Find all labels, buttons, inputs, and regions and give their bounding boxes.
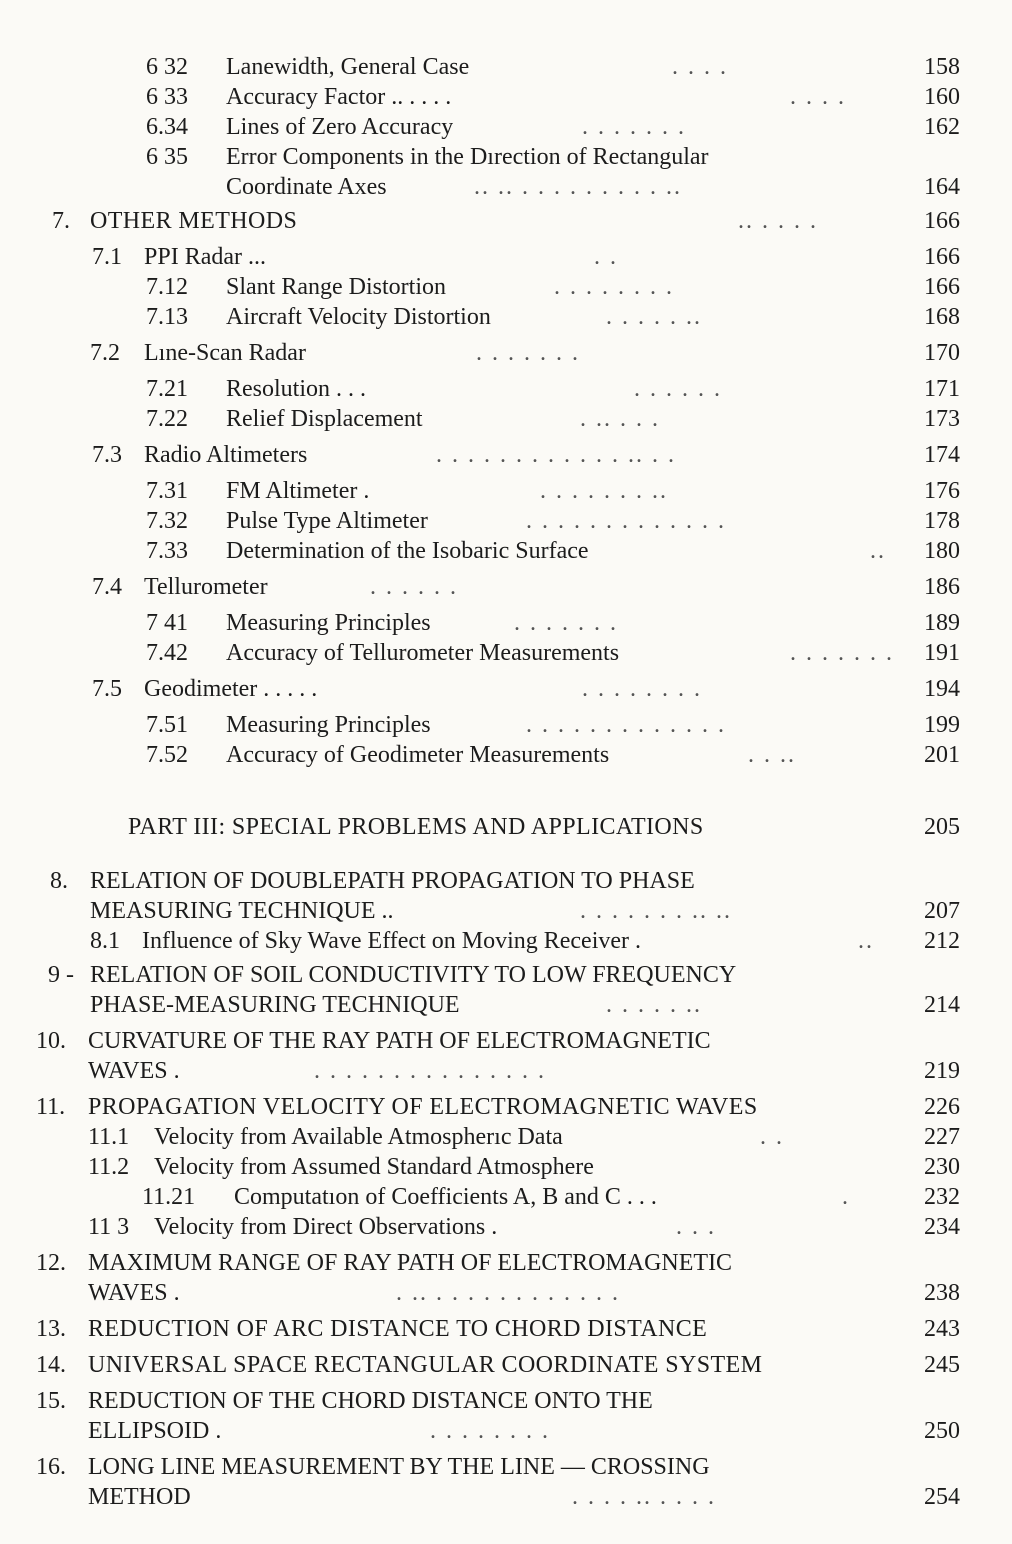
leader-dots: . . ..	[748, 742, 796, 768]
entry-title: Accuracy Factor .. . . . .	[226, 84, 452, 110]
page-number: 227	[924, 1124, 960, 1150]
entry-number: 8.	[50, 868, 68, 894]
entry-title: Velocity from Direct Observations .	[154, 1214, 498, 1240]
toc-entry	[0, 1092, 1012, 1122]
toc-entry	[0, 302, 1012, 332]
entry-title: Pulse Type Altimeter	[226, 508, 428, 534]
entry-number: 15.	[36, 1388, 66, 1414]
leader-dots: . . . . . . . . . . . . .. . .	[436, 442, 676, 468]
page-number: 168	[924, 304, 960, 330]
toc-entry	[0, 506, 1012, 536]
entry-number: 8.1	[90, 928, 120, 954]
entry-number: 7.51	[146, 712, 188, 738]
entry-number: 11.1	[88, 1124, 130, 1150]
page-number: 174	[924, 442, 960, 468]
toc-entry	[0, 1152, 1012, 1182]
page-number: 254	[924, 1484, 960, 1510]
entry-number: 7.33	[146, 538, 188, 564]
entry-number: 7.13	[146, 304, 188, 330]
toc-entry	[0, 52, 1012, 82]
entry-number: 11.21	[142, 1184, 196, 1210]
entry-number: 7.32	[146, 508, 188, 534]
leader-dots: . . . . . . .	[790, 640, 894, 666]
leader-dots: . . . . .. . . . .	[572, 1484, 716, 1510]
entry-number: 7 41	[146, 610, 188, 636]
leader-dots: . . . . . . . . . . . . .	[526, 508, 726, 534]
entry-title: PPI Radar ...	[144, 244, 266, 270]
entry-title: Slant Range Distortion	[226, 274, 446, 300]
entry-title: Computatıon of Coefficients A, B and C . . .	[234, 1184, 657, 1210]
entry-number: 7.	[52, 208, 70, 234]
leader-dots: . . . . . . .	[476, 340, 580, 366]
entry-title-continued: WAVES .	[88, 1058, 180, 1084]
toc-entry	[0, 82, 1012, 112]
entry-number: 12.	[36, 1250, 66, 1276]
toc-entry	[0, 536, 1012, 566]
leader-dots: . .. . . . . . . . . . . . .	[396, 1280, 620, 1306]
entry-title: REDUCTION OF ARC DISTANCE TO CHORD DISTANCE	[88, 1316, 708, 1342]
entry-number: 6 32	[146, 54, 188, 80]
leader-dots: . . . . . . . .. ..	[580, 898, 732, 924]
page-number: 173	[924, 406, 960, 432]
page-number: 176	[924, 478, 960, 504]
entry-title: Relief Displacement	[226, 406, 423, 432]
entry-title: Velocity from Available Atmospherıc Data	[154, 1124, 563, 1150]
leader-dots: .. . . . .	[738, 208, 818, 234]
entry-title-continued: Coordinate Axes	[226, 174, 387, 200]
page-number: 201	[924, 742, 960, 768]
leader-dots: . . . . . . .	[582, 114, 686, 140]
leader-dots: . . . . . . .	[514, 610, 618, 636]
entry-title: Lıne-Scan Radar	[144, 340, 306, 366]
entry-title-continued: WAVES .	[88, 1280, 180, 1306]
entry-number: 7.12	[146, 274, 188, 300]
entry-number: 16.	[36, 1454, 66, 1480]
entry-title: Measuring Principles	[226, 610, 431, 636]
entry-title-continued: ELLIPSOID .	[88, 1418, 222, 1444]
page-number: 189	[924, 610, 960, 636]
toc-entry	[0, 638, 1012, 668]
entry-number: 11.	[36, 1094, 66, 1120]
toc-entry	[0, 242, 1012, 272]
toc-entry	[0, 960, 1012, 1020]
entry-number: 7.52	[146, 742, 188, 768]
page-number: 212	[924, 928, 960, 954]
page-number: 160	[924, 84, 960, 110]
entry-number: 7.31	[146, 478, 188, 504]
toc-entry	[0, 674, 1012, 704]
toc-entry	[0, 572, 1012, 602]
entry-number: 7.3	[92, 442, 122, 468]
entry-number: 11.2	[88, 1154, 130, 1180]
leader-dots: . . .	[676, 1214, 716, 1240]
page-number: 158	[924, 54, 960, 80]
toc-entry	[0, 112, 1012, 142]
page-number: 199	[924, 712, 960, 738]
entry-number: 13.	[36, 1316, 66, 1342]
entry-title: OTHER METHODS	[90, 208, 298, 234]
entry-title: MAXIMUM RANGE OF RAY PATH OF ELECTROMAGNETIC	[88, 1250, 733, 1276]
entry-number: 11 3	[88, 1214, 130, 1240]
leader-dots: . .. . . .	[580, 406, 660, 432]
entry-title-continued: MEASURING TECHNIQUE ..	[90, 898, 394, 924]
leader-dots: . . . . . . . . . . . . .	[526, 712, 726, 738]
toc-entry	[0, 1212, 1012, 1242]
leader-dots: . . . . . .	[634, 376, 722, 402]
entry-title: Resolution . . .	[226, 376, 367, 402]
toc-entry	[0, 1122, 1012, 1152]
entry-number: 7.1	[92, 244, 122, 270]
page-number: 205	[924, 814, 960, 840]
entry-number: 6.34	[146, 114, 188, 140]
entry-number: 7.4	[92, 574, 122, 600]
page-number: 170	[924, 340, 960, 366]
toc-entry	[0, 866, 1012, 926]
entry-title: Error Components in the Dırection of Rectangular	[226, 144, 709, 170]
toc-entry	[0, 1452, 1012, 1512]
page-number: 180	[924, 538, 960, 564]
entry-number: 7.21	[146, 376, 188, 402]
entry-title: Radio Altimeters	[144, 442, 308, 468]
leader-dots: . . . . . . . .	[430, 1418, 550, 1444]
toc-entry	[0, 142, 1012, 202]
page-number: 234	[924, 1214, 960, 1240]
entry-number: 10.	[36, 1028, 66, 1054]
toc-entry	[0, 476, 1012, 506]
entry-number: 6 35	[146, 144, 188, 170]
page-number: 219	[924, 1058, 960, 1084]
entry-number: 6 33	[146, 84, 188, 110]
entry-title: Tellurometer	[144, 574, 268, 600]
leader-dots: ..	[858, 928, 874, 954]
toc-entry	[0, 1248, 1012, 1308]
page-number: 166	[924, 274, 960, 300]
entry-title: Geodimeter . . . . .	[144, 676, 318, 702]
leader-dots: . .	[760, 1124, 784, 1150]
toc-entry	[0, 1314, 1012, 1344]
entry-number: 7.42	[146, 640, 188, 666]
leader-dots: . .	[594, 244, 618, 270]
toc-entry	[0, 740, 1012, 770]
page-number: 230	[924, 1154, 960, 1180]
toc-entry	[0, 338, 1012, 368]
entry-title: LONG LINE MEASUREMENT BY THE LINE — CROSSING	[88, 1454, 710, 1480]
page-number: 166	[924, 208, 960, 234]
leader-dots: . . . . . . . . . . . . . . .	[314, 1058, 546, 1084]
entry-number: 7.22	[146, 406, 188, 432]
leader-dots: . . . . . . . .	[554, 274, 674, 300]
page-number: 162	[924, 114, 960, 140]
entry-title: PART III: SPECIAL PROBLEMS AND APPLICATIONS	[128, 814, 704, 840]
page-number: 226	[924, 1094, 960, 1120]
leader-dots: . . . . . . . .	[582, 676, 702, 702]
entry-number: 7.5	[92, 676, 122, 702]
leader-dots: . . . .	[790, 84, 846, 110]
entry-title: CURVATURE OF THE RAY PATH OF ELECTROMAGNETIC	[88, 1028, 711, 1054]
entry-title: Velocity from Assumed Standard Atmosphere	[154, 1154, 594, 1180]
toc-entry	[0, 1182, 1012, 1212]
leader-dots: . . . . . . . ..	[540, 478, 668, 504]
entry-title: Lines of Zero Accuracy	[226, 114, 454, 140]
leader-dots: . . . . . ..	[606, 992, 702, 1018]
entry-title: REDUCTION OF THE CHORD DISTANCE ONTO THE	[88, 1388, 653, 1414]
page-number: 238	[924, 1280, 960, 1306]
entry-title-continued: PHASE-MEASURING TECHNIQUE	[90, 992, 460, 1018]
page-number: 207	[924, 898, 960, 924]
page-number: 171	[924, 376, 960, 402]
toc-entry	[0, 206, 1012, 236]
entry-number: 14.	[36, 1352, 66, 1378]
entry-number: 7.2	[90, 340, 120, 366]
entry-number: 9 -	[48, 962, 74, 988]
page-number: 164	[924, 174, 960, 200]
page-number: 232	[924, 1184, 960, 1210]
entry-title-continued: METHOD	[88, 1484, 191, 1510]
toc-entry	[0, 1026, 1012, 1086]
leader-dots: . . . . . .	[370, 574, 458, 600]
entry-title: UNIVERSAL SPACE RECTANGULAR COORDINATE SYSTEM	[88, 1352, 763, 1378]
entry-title: RELATION OF DOUBLEPATH PROPAGATION TO PHASE	[90, 868, 695, 894]
toc-entry	[0, 374, 1012, 404]
page-number: 178	[924, 508, 960, 534]
page-number: 214	[924, 992, 960, 1018]
entry-title: Accuracy of Tellurometer Measurements	[226, 640, 620, 666]
toc-entry	[0, 272, 1012, 302]
page-number: 243	[924, 1316, 960, 1342]
entry-title: RELATION OF SOIL CONDUCTIVITY TO LOW FREQUENCY	[90, 962, 737, 988]
page-number: 191	[924, 640, 960, 666]
entry-title: Accuracy of Geodimeter Measurements	[226, 742, 610, 768]
entry-title: Influence of Sky Wave Effect on Moving Receiver .	[142, 928, 642, 954]
leader-dots: .. .. . . . . . . . . . ..	[474, 174, 682, 200]
toc-entry	[0, 1386, 1012, 1446]
page-number: 245	[924, 1352, 960, 1378]
toc-entry	[0, 926, 1012, 956]
toc-entry	[0, 440, 1012, 470]
entry-title: Lanewidth, General Case	[226, 54, 470, 80]
entry-title: Determination of the Isobaric Surface	[226, 538, 589, 564]
entry-title: PROPAGATION VELOCITY OF ELECTROMAGNETIC WAVES	[88, 1094, 758, 1120]
page-number: 194	[924, 676, 960, 702]
entry-title: Aircraft Velocity Distortion	[226, 304, 491, 330]
part-heading	[0, 812, 1012, 842]
leader-dots: . . . . . ..	[606, 304, 702, 330]
toc-entry	[0, 710, 1012, 740]
leader-dots: . . . .	[672, 54, 728, 80]
entry-title: Measuring Principles	[226, 712, 431, 738]
leader-dots: .	[842, 1184, 850, 1210]
toc-entry	[0, 1350, 1012, 1380]
page-number: 166	[924, 244, 960, 270]
page-number: 186	[924, 574, 960, 600]
toc-entry	[0, 608, 1012, 638]
leader-dots: ..	[870, 538, 886, 564]
page-number: 250	[924, 1418, 960, 1444]
toc-entry	[0, 404, 1012, 434]
entry-title: FM Altimeter .	[226, 478, 370, 504]
